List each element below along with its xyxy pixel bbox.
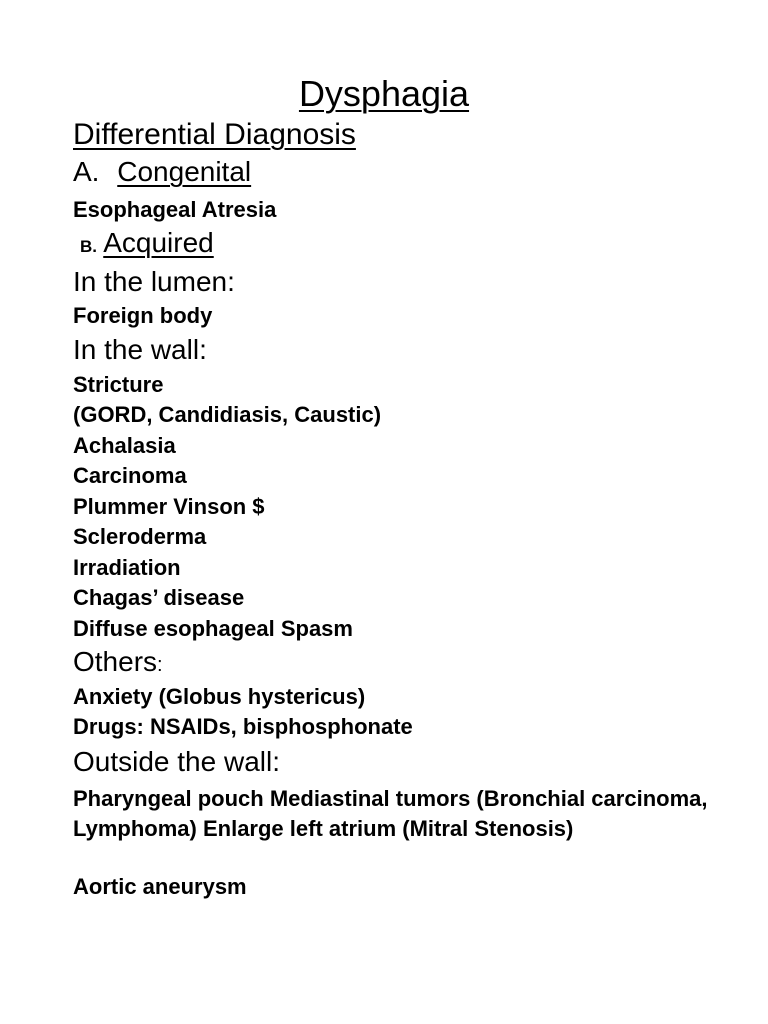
list-item-plummer-vinson: Plummer Vinson $ [73, 494, 265, 519]
list-item-aortic-aneurysm: Aortic aneurysm [73, 874, 247, 899]
section-b-title: Acquired [103, 227, 214, 258]
list-item-stricture: Stricture [73, 372, 164, 397]
list-item-irradiation: Irradiation [73, 555, 181, 580]
list-item-foreign-body: Foreign body [73, 303, 213, 328]
section-a-heading [73, 158, 251, 186]
list-item-scleroderma: Scleroderma [73, 524, 207, 549]
in-wall-heading: In the wall: [73, 334, 207, 365]
list-item-carcinoma: Carcinoma [73, 463, 187, 488]
subtitle-differential-diagnosis: Differential Diagnosis [73, 118, 356, 151]
list-item-stricture-causes: (GORD, Candidiasis, Caustic) [73, 402, 382, 427]
section-a-title: Congenital [117, 156, 252, 187]
section-b-letter: B. [80, 237, 97, 256]
section-a-letter: A. [73, 156, 100, 187]
document-title: Dysphagia [298, 73, 470, 114]
others-heading [73, 648, 163, 676]
list-item-chagas-disease: Chagas’ disease [73, 585, 245, 610]
others-heading-text: Others [73, 646, 158, 677]
in-lumen-heading: In the lumen: [73, 266, 235, 297]
outside-wall-heading: Outside the wall: [73, 746, 280, 777]
list-item-drugs: Drugs: NSAIDs, bisphosphonate [73, 714, 413, 739]
list-item-achalasia: Achalasia [73, 433, 176, 458]
others-heading-colon: : [157, 654, 163, 676]
list-item-anxiety: Anxiety (Globus hystericus) [73, 684, 366, 709]
outside-wall-paragraph: Pharyngeal pouch Mediastinal tumors (Bronchial carcinoma, Lymphoma) Enlarge left atrium (Mitral Stenosis) [73, 786, 708, 841]
list-item-diffuse-esophageal-spasm: Diffuse esophageal Spasm [73, 616, 353, 641]
section-b-heading [80, 229, 214, 257]
list-item-esophageal-atresia: Esophageal Atresia [73, 197, 277, 222]
